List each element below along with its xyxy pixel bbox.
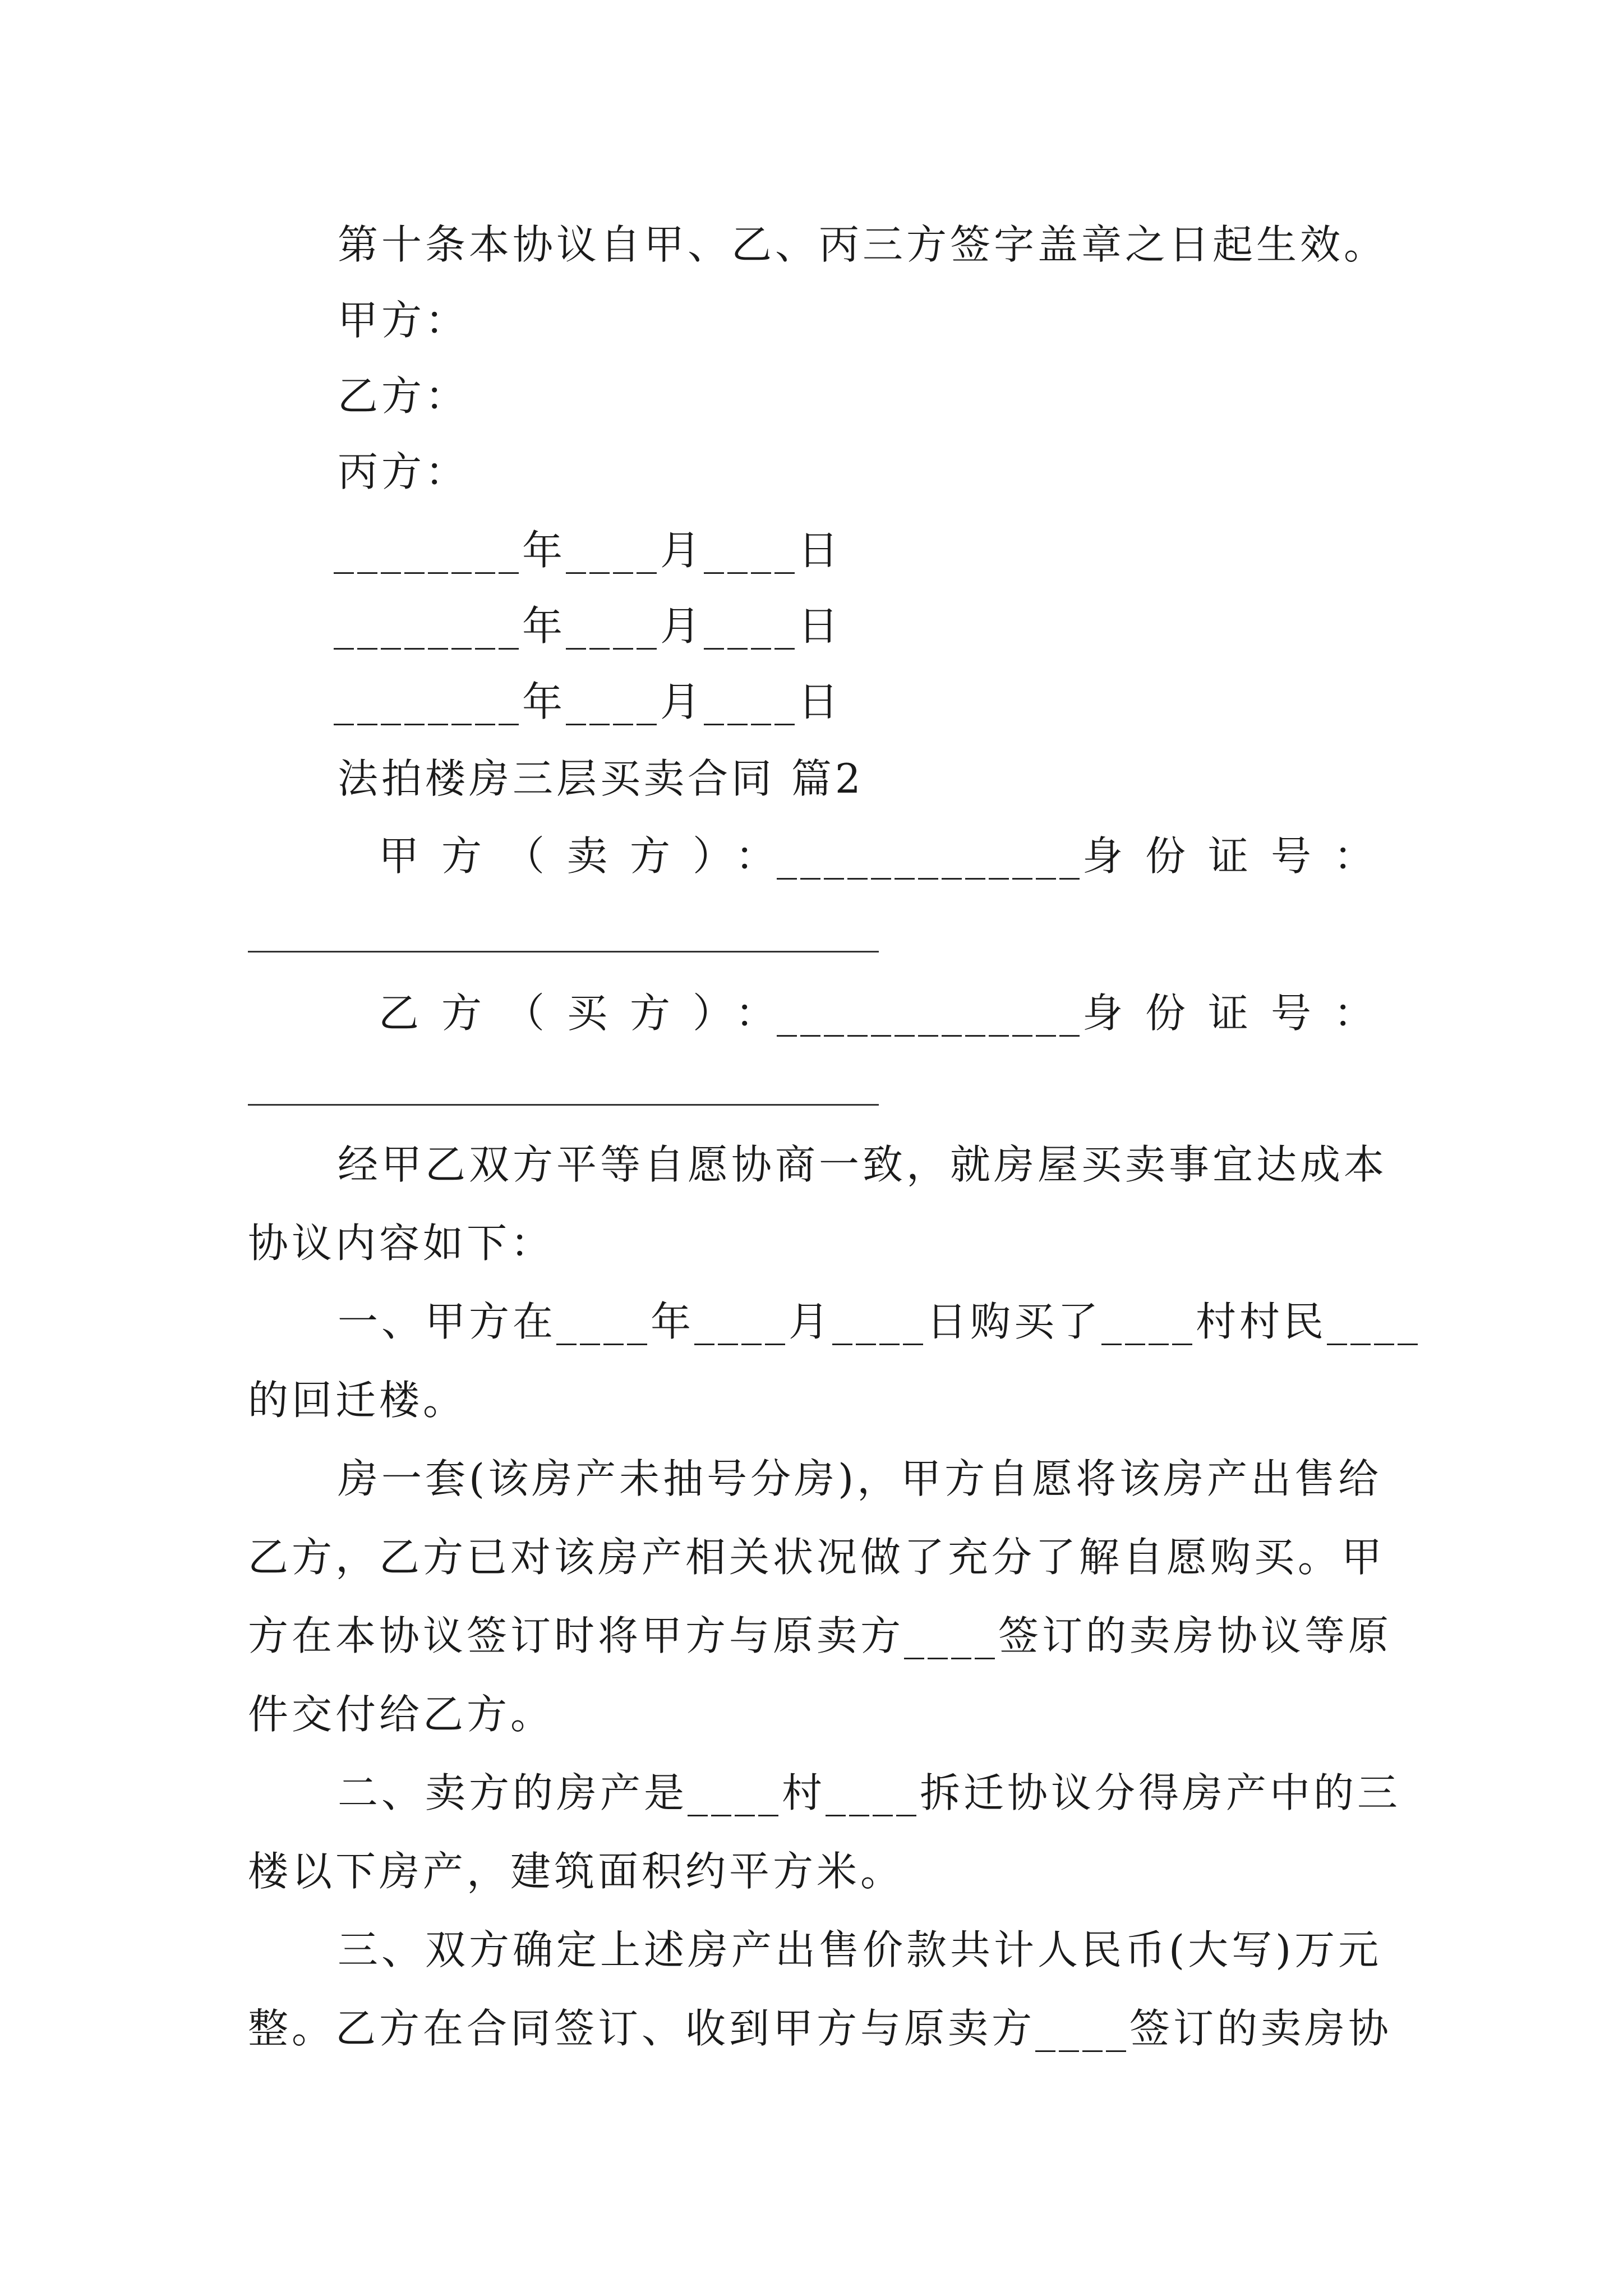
buyer-label: 乙方（买方）：: [379, 990, 799, 1037]
paragraph-house-line-3: 方在本协议签订时将甲方与原卖方____签订的卖房协议等原: [248, 1612, 1393, 1659]
clause-three-line-2: 整。乙方在合同签订、收到甲方与原卖方____签订的卖房协: [248, 2005, 1393, 2052]
clause-two-line-1: 二、卖方的房产是____村____拆迁协议分得房产中的三: [338, 1769, 1401, 1816]
clause-one-line-1: 一、甲方在____年____月____日购买了____村村民____: [338, 1298, 1422, 1345]
buyer-id-label: 身份证号：: [1082, 990, 1397, 1037]
seller-id-underline: [248, 951, 879, 953]
section-title: 法拍楼房三层买卖合同 篇2: [338, 755, 864, 802]
date-line-1: ________年____月____日: [334, 527, 842, 574]
seller-id-label: 身份证号：: [1082, 832, 1397, 880]
paragraph-house-line-4: 件交付给乙方。: [248, 1691, 555, 1738]
seller-name-blank: _____________: [777, 832, 1083, 880]
buyer-id-underline: [248, 1104, 879, 1106]
party-b-signature-label: 乙方：: [338, 372, 469, 420]
clause-one-line-2: 的回迁楼。: [248, 1377, 467, 1424]
seller-label: 甲方（卖方）：: [379, 832, 799, 880]
date-line-3: ________年____月____日: [334, 678, 842, 725]
party-a-signature-label: 甲方：: [338, 297, 469, 344]
paragraph-house-line-2: 乙方，乙方已对该房产相关状况做了充分了解自愿购买。甲: [248, 1534, 1386, 1581]
paragraph-intro-line-1: 经甲乙双方平等自愿协商一致，就房屋买卖事宜达成本: [338, 1141, 1388, 1188]
date-line-2: ________年____月____日: [334, 602, 842, 650]
paragraph-intro-line-2: 协议内容如下：: [248, 1220, 555, 1267]
clause-ten: 第十条本协议自甲、乙、丙三方签字盖章之日起生效。: [338, 221, 1388, 268]
clause-three-line-1: 三、双方确定上述房产出售价款共计人民币(大写)万元: [338, 1926, 1382, 1973]
buyer-name-blank: _____________: [777, 990, 1083, 1037]
clause-two-line-2: 楼以下房产，建筑面积约平方米。: [248, 1848, 905, 1895]
party-c-signature-label: 丙方：: [338, 448, 469, 495]
paragraph-house-line-1: 房一套(该房产未抽号分房)，甲方自愿将该房产出售给: [338, 1455, 1382, 1502]
